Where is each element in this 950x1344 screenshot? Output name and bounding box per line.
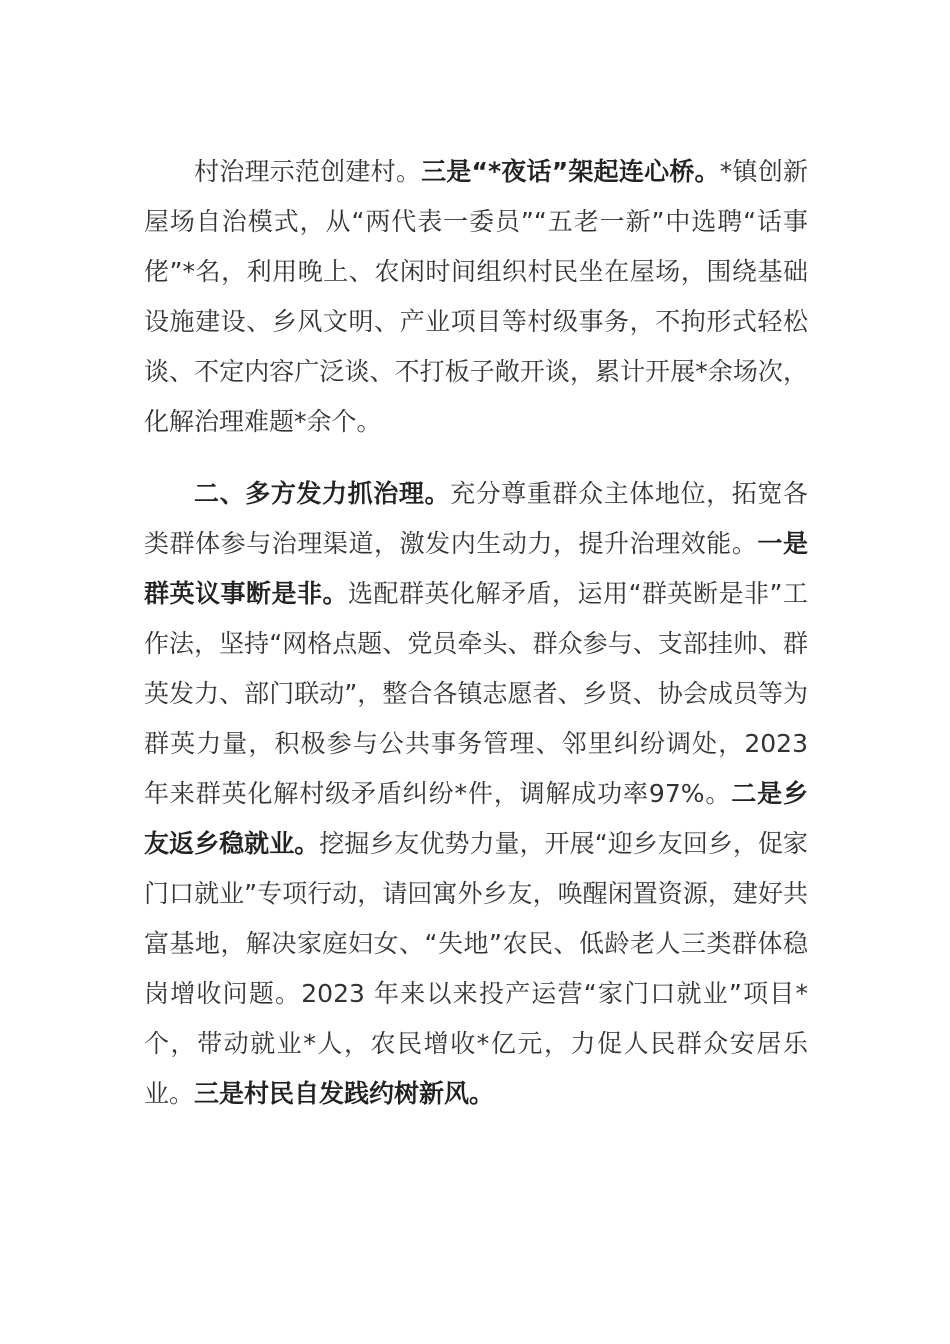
paragraph-text: 选配群英化解矛盾，运用“群英断是非”工作法，坚持“网格点题、党员牵头、群众参与、支部挂帅、群英发力、部门联动”，整合各镇志愿者、乡贤、协会成员等为群英力量，积极参与公共事务管理、邻里纠纷调处，2023 年来群英化解村级矛盾纠纷*件，调解成功率97%。 [144, 579, 808, 808]
paragraph-village-night-talk [144, 147, 808, 447]
subheading-return-employment: 二是乡友返乡稳就业。 [144, 779, 808, 858]
paragraph-text: *镇创新屋场自治模式，从“两代表一委员”“五老一新”中选聘“话事佬”*名，利用晚上、农闲时间组织村民坐在屋场，围绕基础设施建设、乡风文明、产业项目等村级事务，不拘形式轻松谈、不定内容广泛谈、不打板子敞开谈，累计开展*余场次，化解治理难题*余个。 [144, 157, 808, 436]
subheading-elite-council: 一是群英议事断是非。 [144, 529, 808, 608]
paragraph-text: 挖掘乡友优势力量，开展“迎乡友回乡，促家门口就业”专项行动，请回寓外乡友，唤醒闲置资源，建好共富基地，解决家庭妇女、“失地”农民、低龄老人三类群体稳岗增收问题。2023 年来以来投产运营“家门口就业”项目*个，带动就业*人，农民增收*亿元，力促人民群众安居乐业。 [144, 829, 808, 1108]
subheading-night-talk: 三是“*夜话”架起连心桥。 [421, 157, 720, 186]
paragraph-multi-party-governance [144, 469, 808, 1119]
subheading-new-customs: 三是村民自发践约树新风。 [194, 1079, 495, 1108]
section-heading-multi-party: 二、多方发力抓治理。 [194, 479, 451, 508]
paragraph-text: 充分尊重群众主体地位，拓宽各类群体参与治理渠道，激发内生动力，提升治理效能。 [144, 479, 808, 558]
paragraph-text: 村治理示范创建村。 [194, 157, 422, 186]
